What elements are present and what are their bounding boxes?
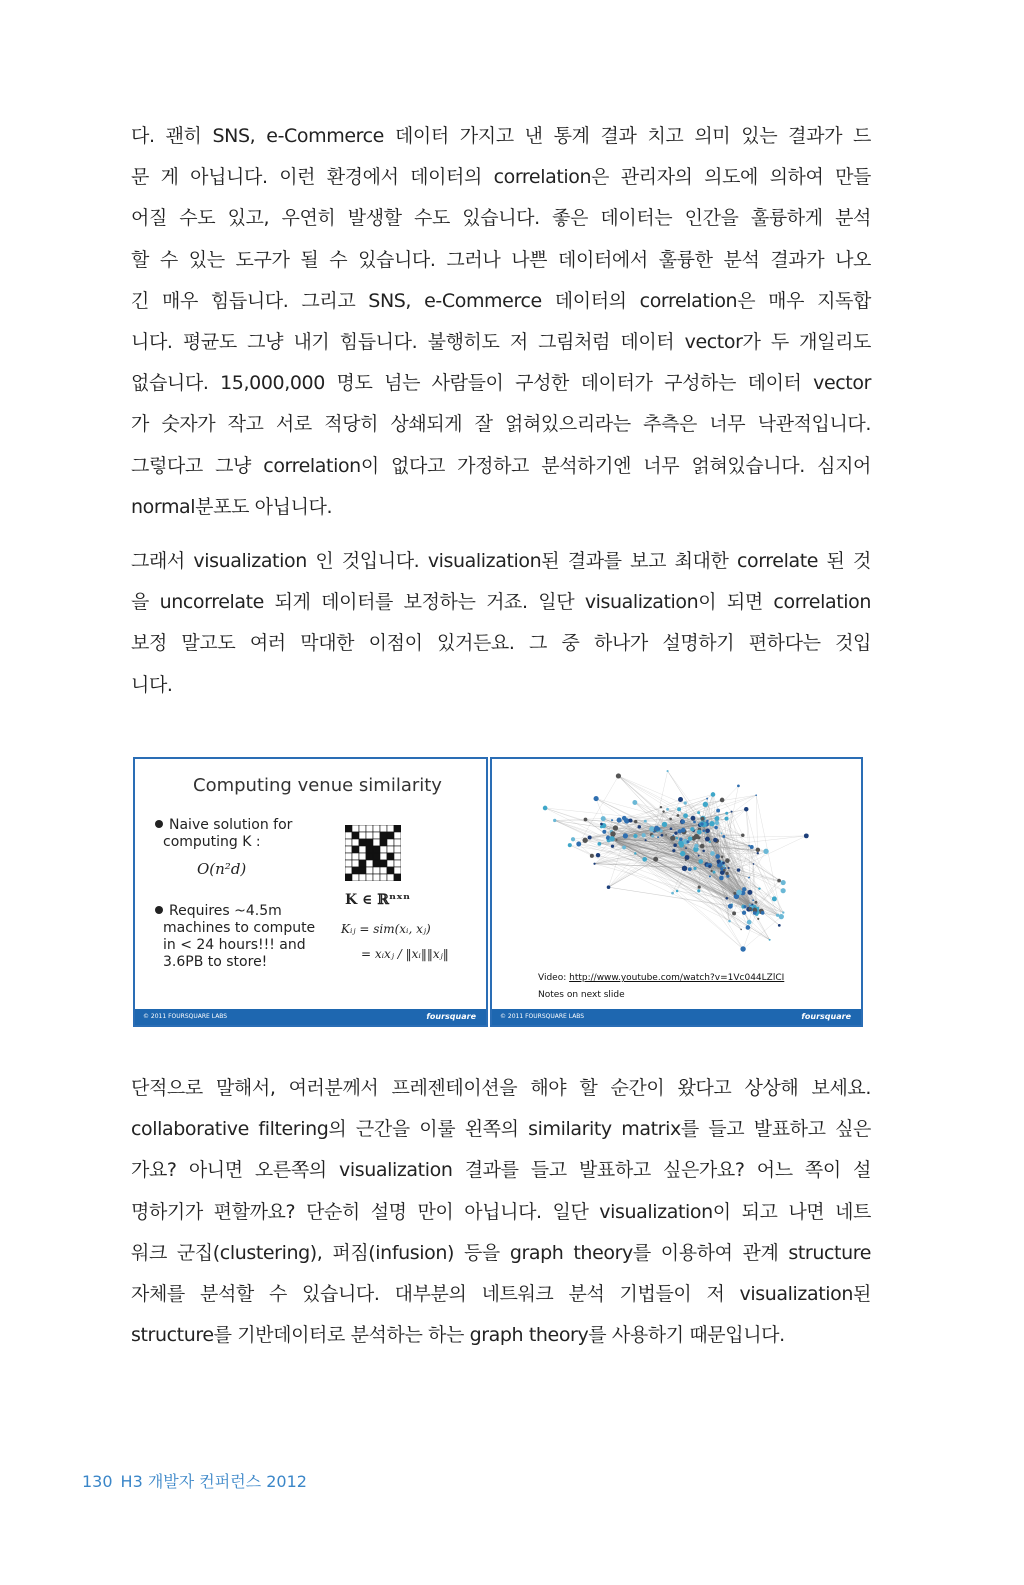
slide-footer [492,1009,861,1025]
text-line: 없습니다. 15,000,000 명도 넘는 사람들이 구성한 데이터가 구성하는 데이터 vector [131,372,871,395]
matrix-definition: K ∈ ℝⁿˣⁿ [345,892,411,908]
bullet-dot-icon [155,906,163,914]
cosine-formula: = xᵢxⱼ / ‖xᵢ‖‖xⱼ‖ [361,947,449,961]
page-number: 130 [82,1472,113,1491]
paragraph-3 [131,1068,871,1356]
bullet2-line4: 3.6PB to store! [163,954,268,970]
text-line: 가 숫자가 작고 서로 적당히 상쇄되게 잘 얽혀있으리라는 추측은 너무 낙관적입니다. [131,413,871,436]
paragraph-1 [131,116,871,528]
slide-notes: Notes on next slide [538,990,625,1000]
similarity-matrix-icon [345,825,401,881]
slide-footer [135,1009,486,1025]
video-link[interactable]: http://www.youtube.com/watch?v=1Vc044LZlCI [569,973,785,983]
running-footer-title: H3 개발자 컨퍼런스 2012 [120,1472,307,1491]
text-line: 어질 수도 있고, 우연히 발생할 수도 있습니다. 좋은 데이터는 인간을 훌륭하게 분석 [131,207,871,230]
text-line: collaborative filtering의 근간을 이룰 왼쪽의 similarity matrix를 들고 발표하고 싶은 [131,1118,871,1141]
text-line: 단적으로 말해서, 여러분께서 프레젠테이션을 해야 할 순간이 왔다고 상상해 보세요. [131,1077,871,1099]
text-line: 그래서 visualization 인 것입니다. visualization된 결과를 보고 최대한 correlate 된 것 [131,550,871,572]
slide-footer-copyright: © 2011 FOURSQUARE LABS [143,1013,228,1020]
network-graph-image [492,759,861,959]
foursquare-logo: foursquare [801,1012,851,1021]
video-caption [538,973,784,983]
video-label: Video: [538,973,567,983]
figure-slides [133,757,863,1027]
bullet-naive-solution [155,817,292,851]
bullet2-line1: Requires ~4.5m [169,903,282,919]
text-line: structure를 기반데이터로 분석하는 하는 graph theory를 사용하기 때문입니다. [131,1324,785,1347]
text-line: 그렇다고 그냥 correlation이 없다고 가정하고 분석하기엔 너무 얽혀있습니다. 심지어 [131,454,871,477]
text-line: normal분포도 아닙니다. [131,495,333,518]
text-line: 을 uncorrelate 되게 데이터를 보정하는 거죠. 일단 visualization이 되면 correlation [131,591,871,614]
text-line: 긴 매우 힘듭니다. 그리고 SNS, e-Commerce 데이터의 correlation은 매우 지독합 [131,289,871,312]
complexity-formula: O(n²d) [197,860,247,878]
bullet1-line2: computing K : [163,834,261,850]
slide-footer-copyright: © 2011 FOURSQUARE LABS [500,1013,585,1020]
similarity-formula: Kᵢⱼ = sim(xᵢ, xⱼ) [341,922,431,936]
bullet1-line1: Naive solution for [169,817,293,833]
text-line: 문 게 아닙니다. 이런 환경에서 데이터의 correlation은 관리자의 의도에 의하여 만들 [131,166,871,189]
bullet-dot-icon [155,820,163,828]
text-line: 가요? 아니면 오른쪽의 visualization 결과를 들고 발표하고 싶은가요? 어느 쪽이 설 [131,1159,871,1182]
text-line: 다. 괜히 SNS, e-Commerce 데이터 가지고 낸 통계 결과 치고 의미 있는 결과가 드 [131,125,871,147]
text-line: 할 수 있는 도구가 될 수 있습니다. 그러나 나쁜 데이터에서 훌륭한 분석 결과가 나오 [131,248,872,271]
slide-title: Computing venue similarity [193,775,442,796]
text-line: 니다. [131,673,173,696]
text-line: 자체를 분석할 수 있습니다. 대부분의 네트워크 분석 기법들이 저 visualization된 [131,1282,871,1305]
bullet2-line2: machines to compute [163,920,316,936]
text-line: 워크 군집(clustering), 퍼짐(infusion) 등을 graph theory를 이용하여 관계 structure [131,1241,871,1264]
slide-venue-similarity [133,757,488,1027]
foursquare-logo: foursquare [426,1012,476,1021]
paragraph-2 [131,541,871,706]
text-line: 니다. 평균도 그냥 내기 힘듭니다. 불행히도 저 그림처럼 데이터 vector가 두 개일리도 [131,330,871,353]
bullet-requirements [155,903,315,971]
slide-network-visualization [490,757,863,1027]
bullet2-line3: in < 24 hours!!! and [163,937,306,953]
text-line: 보정 말고도 여러 막대한 이점이 있거든요. 그 중 하나가 설명하기 편하다는 것입 [131,632,871,655]
page-footer [82,1469,307,1492]
text-line: 명하기가 편할까요? 단순히 설명 만이 아닙니다. 일단 visualization이 되고 나면 네트 [131,1200,871,1223]
